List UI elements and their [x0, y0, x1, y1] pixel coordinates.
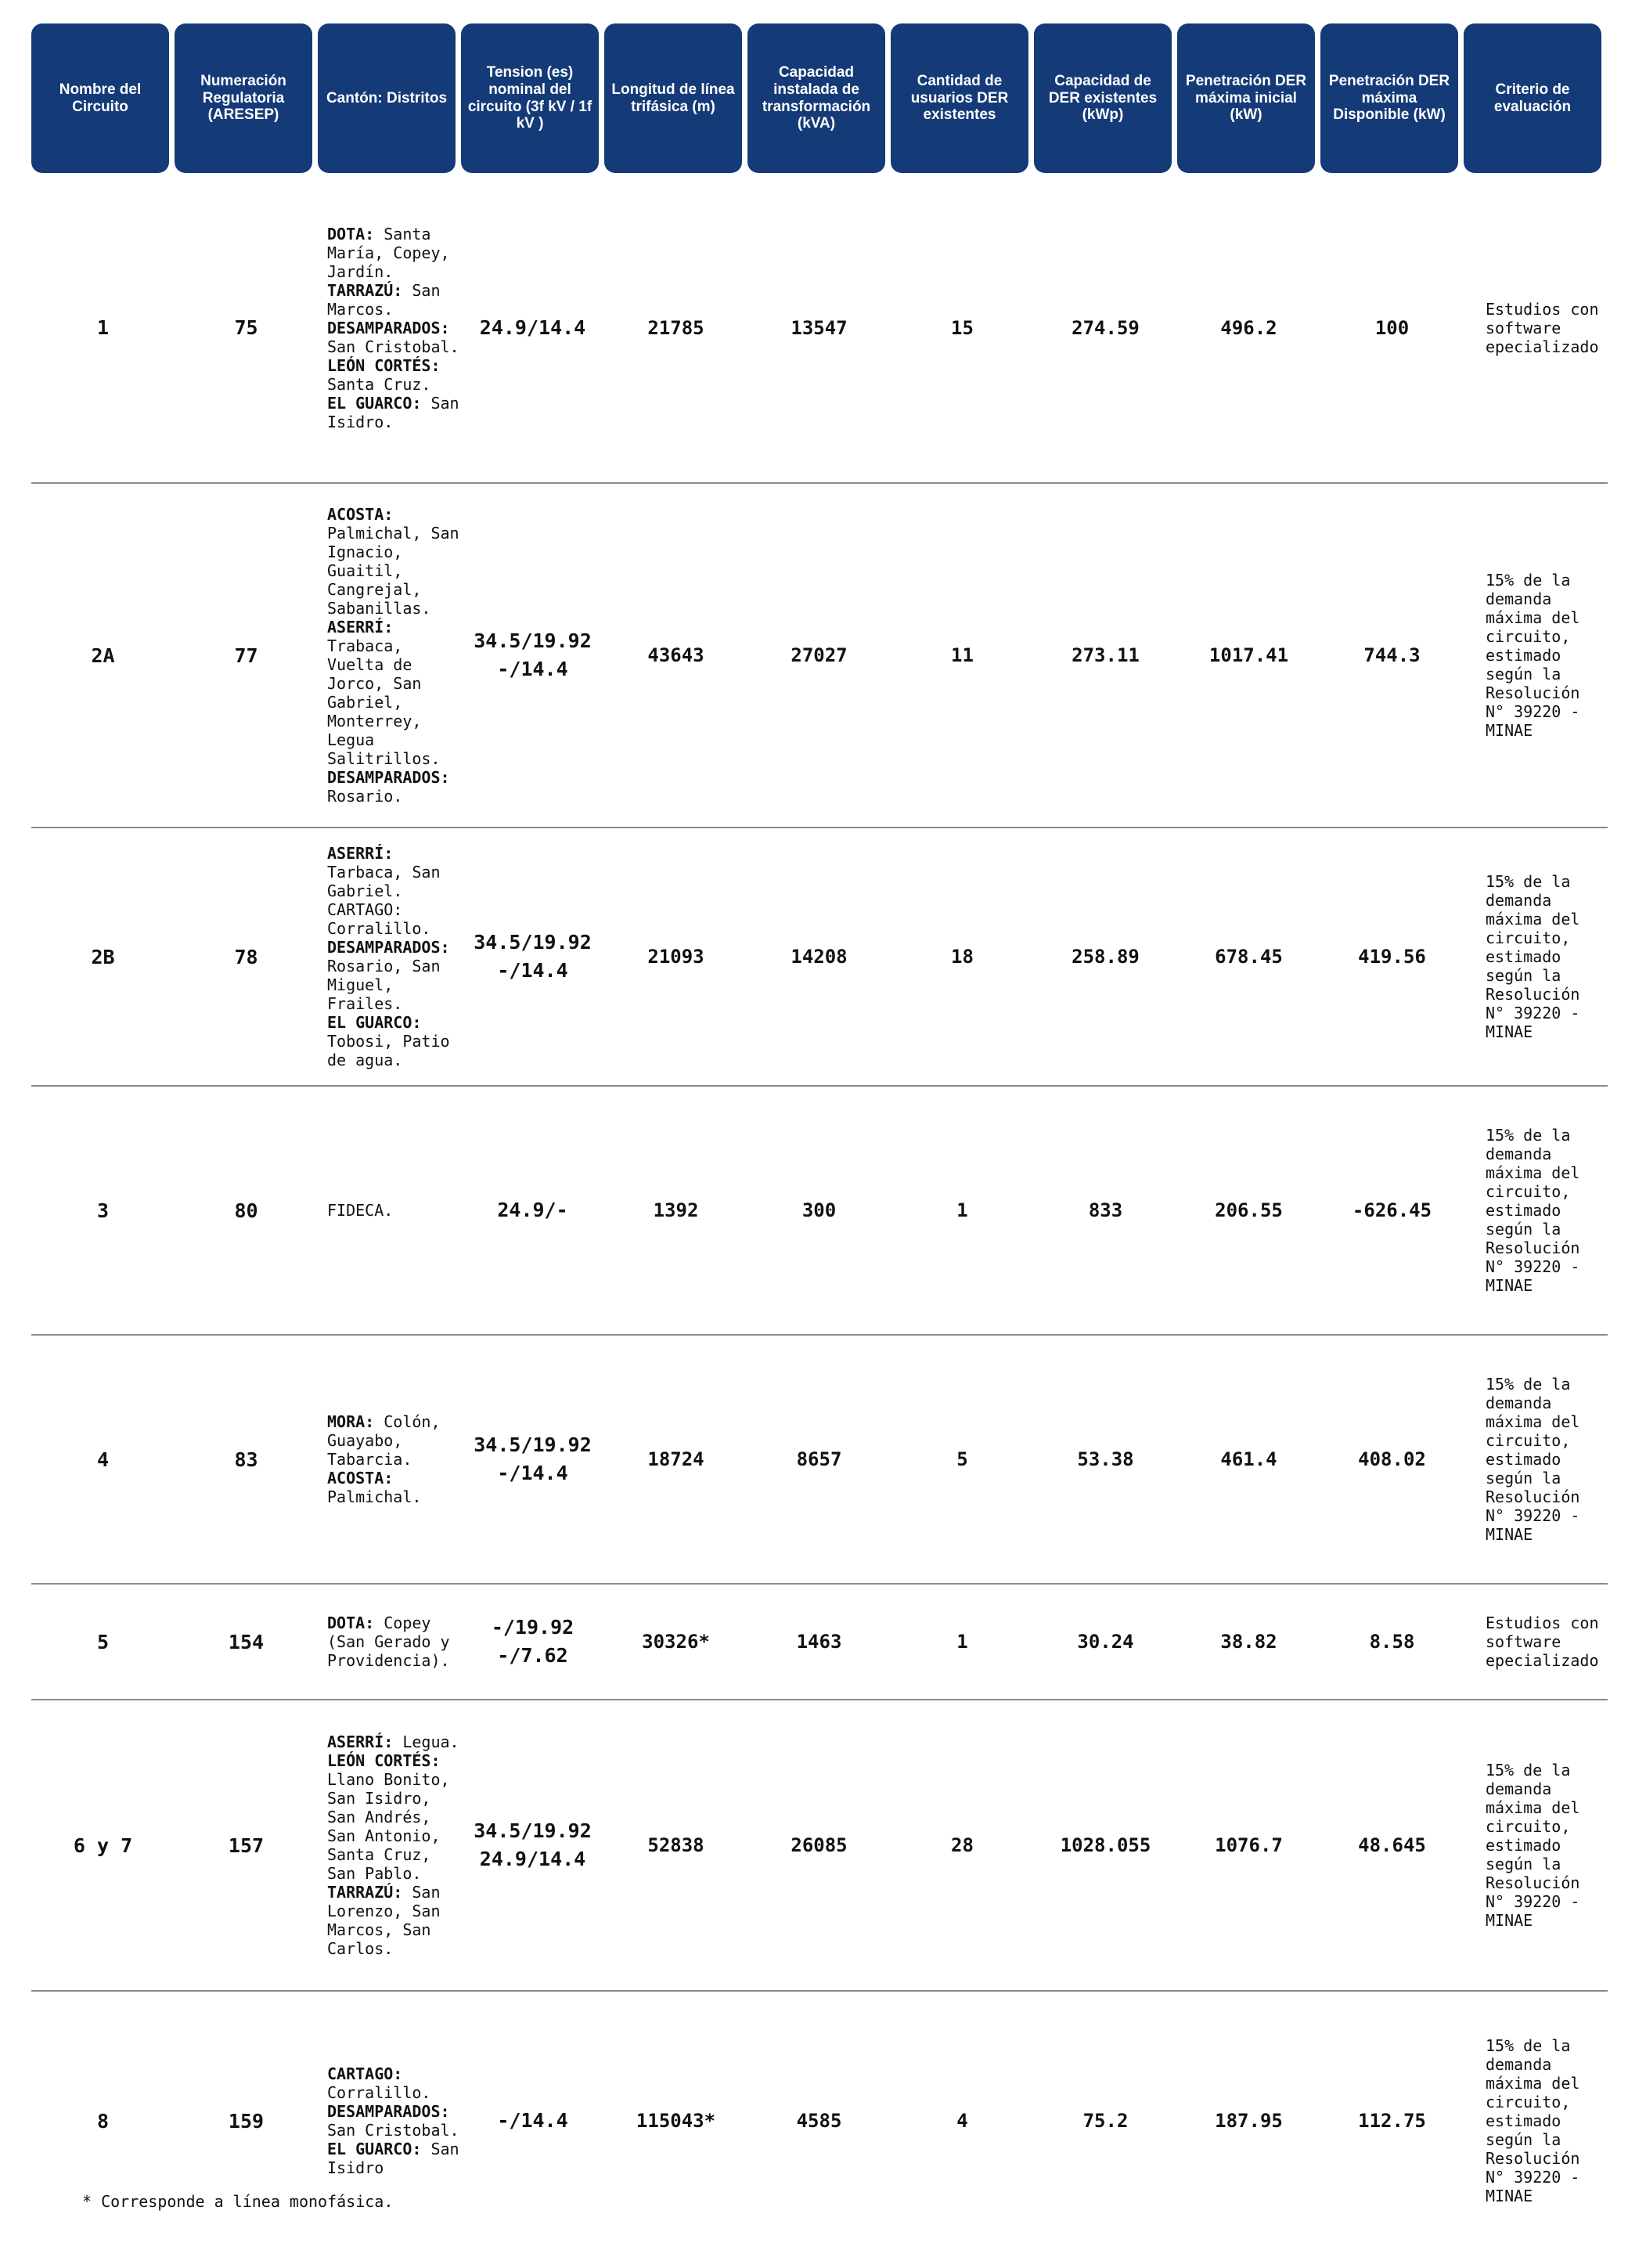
table-header	[31, 23, 1608, 173]
district-names: Tobosi, Patio de agua.	[327, 1032, 450, 1069]
der-penetration-initial: 496.2	[1220, 316, 1277, 339]
der-capacity: 30.24	[1077, 1631, 1134, 1653]
der-penetration-initial: 1017.41	[1208, 644, 1289, 666]
table-row	[31, 1087, 1608, 1336]
der-penetration-available: 419.56	[1358, 946, 1426, 968]
district-names: Colón, Guayabo, Tabarcia.	[327, 1412, 441, 1469]
district-names: Tarbaca, San Gabriel.	[327, 863, 441, 900]
der-penetration-available: 744.3	[1363, 644, 1421, 666]
district-names: San Cristobal.	[327, 337, 459, 356]
der-penetration-available: 8.58	[1369, 1631, 1415, 1653]
voltage-line: 34.5/19.92	[474, 931, 592, 954]
district-names: Santa Cruz.	[327, 374, 431, 394]
der-penetration-initial: 678.45	[1215, 946, 1283, 968]
header-installed-capacity: Capacidad instalada de transformación (kVA)	[747, 23, 885, 173]
canton-name: ACOSTA:	[327, 505, 394, 524]
line-length: 21785	[647, 316, 704, 339]
line-length: 30326*	[642, 1631, 710, 1653]
voltage-line: -/14.4	[497, 959, 568, 982]
line-length: 43643	[647, 644, 704, 666]
circuit-name: 3	[96, 1199, 110, 1222]
district-entry	[327, 2140, 461, 2177]
canton-name: ASERRÍ:	[327, 618, 394, 636]
district-names: Copey (San Gerado y Providencia).	[327, 1614, 450, 1670]
voltage-line: -/19.92	[491, 1616, 574, 1639]
canton-name: EL GUARCO:	[327, 1013, 422, 1032]
aresep-number: 75	[234, 316, 258, 339]
aresep-number: 154	[228, 1630, 265, 1653]
der-capacity: 53.38	[1077, 1448, 1134, 1470]
der-penetration-available: 100	[1374, 316, 1410, 339]
voltage-line: -/14.4	[497, 2109, 568, 2132]
table-row	[31, 1992, 1608, 2250]
header-der-capacity: Capacidad de DER existentes (kWp)	[1034, 23, 1172, 173]
der-users: 11	[951, 644, 974, 666]
der-capacity: 75.2	[1082, 2110, 1129, 2132]
table-row	[31, 828, 1608, 1087]
der-penetration-initial: 1076.7	[1215, 1834, 1283, 1856]
installed-capacity: 1463	[796, 1631, 842, 1653]
voltage-line: -/14.4	[497, 1462, 568, 1484]
canton-name: DOTA:	[327, 224, 375, 243]
district-entry	[327, 356, 461, 394]
district-names: Corralillo.	[327, 2083, 431, 2102]
canton-districts	[318, 1201, 461, 1220]
line-length: 52838	[647, 1834, 704, 1856]
district-entry	[327, 1733, 461, 1751]
der-users: 5	[956, 1448, 968, 1470]
district-names: San Marcos.	[327, 280, 441, 319]
district-names: Santa María, Copey, Jardín.	[327, 224, 450, 281]
aresep-number: 83	[234, 1448, 258, 1471]
district-names: San Isidro	[327, 2140, 459, 2177]
district-names: Trabaca, Vuelta de Jorco, San Gabriel, Monterrey, Legua Salitrillos.	[327, 636, 441, 768]
voltage-line: -/7.62	[497, 1644, 568, 1667]
canton-name: CARTAGO:	[327, 2064, 403, 2083]
district-names: Legua.	[393, 1733, 459, 1751]
canton-districts	[318, 225, 461, 431]
district-entry	[327, 1883, 461, 1958]
der-penetration-initial: 187.95	[1215, 2110, 1283, 2132]
voltage	[461, 1614, 604, 1670]
der-penetration-available: 112.75	[1358, 2110, 1426, 2132]
aresep-number: 80	[234, 1199, 258, 1222]
canton-districts	[318, 505, 461, 806]
district-entry	[327, 1201, 461, 1220]
canton-name: ASERRÍ:	[327, 844, 394, 863]
district-entry	[327, 844, 461, 900]
district-entry	[327, 618, 461, 768]
evaluation-criteria: 15% de la demanda máxima del circuito, estimado según la Resolución N° 39220 - MINAE	[1486, 1126, 1580, 1295]
installed-capacity: 8657	[796, 1448, 842, 1470]
aresep-number: 157	[228, 1834, 265, 1857]
circuit-table	[31, 23, 1608, 2250]
der-capacity: 273.11	[1072, 644, 1140, 666]
voltage-line: 24.9/-	[497, 1199, 568, 1221]
header-line-length: Longitud de línea trifásica (m)	[604, 23, 742, 173]
canton-districts	[318, 2064, 461, 2177]
footnote: * Corresponde a línea monofásica.	[82, 2192, 394, 2211]
district-entry	[327, 1013, 461, 1069]
district-entry	[327, 768, 461, 806]
der-capacity: 258.89	[1072, 946, 1140, 968]
der-penetration-available: 408.02	[1358, 1448, 1426, 1470]
voltage	[461, 2107, 604, 2135]
table-row	[31, 1336, 1608, 1585]
canton-name: LEÓN CORTÉS:	[327, 1751, 441, 1770]
voltage-line: 34.5/19.92	[474, 1433, 592, 1456]
der-users: 28	[951, 1834, 974, 1856]
table-row	[31, 484, 1608, 828]
district-entry	[327, 900, 461, 938]
district-entry	[327, 938, 461, 1013]
der-penetration-available: 48.645	[1358, 1834, 1426, 1856]
voltage	[461, 1431, 604, 1487]
district-entry	[327, 225, 461, 281]
canton-districts	[318, 1412, 461, 1506]
district-names: FIDECA.	[327, 1201, 394, 1220]
district-entry	[327, 281, 461, 319]
circuit-name: 2A	[91, 644, 115, 667]
district-entry	[327, 1469, 461, 1506]
aresep-number: 78	[234, 945, 258, 968]
canton-name: DESAMPARADOS:	[327, 768, 450, 787]
evaluation-criteria: Estudios con software epecializado	[1486, 1614, 1599, 1670]
voltage	[461, 314, 604, 342]
voltage-line: 24.9/14.4	[479, 316, 586, 339]
voltage	[461, 627, 604, 683]
der-users: 1	[956, 1631, 968, 1653]
voltage-line: 34.5/19.92	[474, 1819, 592, 1842]
district-names: Rosario.	[327, 787, 403, 806]
canton-name: DESAMPARADOS:	[327, 2102, 450, 2121]
canton-name: TARRAZÚ:	[327, 280, 403, 300]
installed-capacity: 27027	[791, 644, 848, 666]
district-entry	[327, 1412, 461, 1469]
voltage	[461, 928, 604, 985]
district-entry	[327, 394, 461, 431]
district-names: Rosario, San Miguel, Frailes.	[327, 957, 441, 1013]
der-penetration-initial: 38.82	[1220, 1631, 1277, 1653]
header-voltage: Tension (es) nominal del circuito (3f kV / 1f kV )	[461, 23, 599, 173]
canton-name: ASERRÍ:	[327, 1733, 394, 1751]
line-length: 21093	[647, 946, 704, 968]
district-entry	[327, 2102, 461, 2140]
der-users: 18	[951, 946, 974, 968]
voltage-line: -/14.4	[497, 658, 568, 680]
evaluation-criteria: 15% de la demanda máxima del circuito, estimado según la Resolución N° 39220 - MINAE	[1486, 2036, 1580, 2205]
voltage-line: 24.9/14.4	[479, 1848, 586, 1870]
district-entry	[327, 505, 461, 618]
circuit-name: 1	[96, 316, 110, 339]
table-row	[31, 1700, 1608, 1992]
der-users: 15	[951, 316, 974, 339]
canton-name: ACOSTA:	[327, 1469, 394, 1487]
circuit-name: 2B	[91, 945, 115, 968]
header-der-penetration-available: Penetración DER máxima Disponible (kW)	[1320, 23, 1458, 173]
district-names: Palmichal.	[327, 1487, 422, 1506]
canton-name: DESAMPARADOS:	[327, 938, 450, 957]
canton-name: EL GUARCO:	[327, 2140, 422, 2158]
header-der-users: Cantidad de usuarios DER existentes	[891, 23, 1028, 173]
der-capacity: 274.59	[1072, 316, 1140, 339]
table-row	[31, 173, 1608, 484]
district-names: San Cristobal.	[327, 2121, 459, 2140]
circuit-name: 6 y 7	[73, 1834, 133, 1857]
district-names: Palmichal, San Ignacio, Guaitil, Cangrejal, Sabanillas.	[327, 524, 459, 618]
circuit-name: 5	[96, 1630, 110, 1653]
installed-capacity: 4585	[796, 2110, 842, 2132]
header-evaluation-criteria: Criterio de evaluación	[1464, 23, 1601, 173]
line-length: 115043*	[636, 2110, 716, 2132]
der-penetration-initial: 461.4	[1220, 1448, 1277, 1470]
installed-capacity: 300	[801, 1199, 837, 1221]
aresep-number: 77	[234, 644, 258, 667]
line-length: 1392	[653, 1199, 699, 1221]
district-names: San Isidro.	[327, 393, 459, 431]
header-der-penetration-initial: Penetración DER máxima inicial (kW)	[1177, 23, 1315, 173]
canton-name: DESAMPARADOS:	[327, 318, 450, 337]
canton-name: MORA:	[327, 1412, 375, 1431]
der-users: 4	[956, 2110, 968, 2132]
der-penetration-initial: 206.55	[1215, 1199, 1283, 1221]
evaluation-criteria: Estudios con software epecializado	[1486, 299, 1599, 356]
canton-districts	[318, 1614, 461, 1670]
evaluation-criteria: 15% de la demanda máxima del circuito, estimado según la Resolución N° 39220 - MINAE	[1486, 1375, 1580, 1544]
canton-districts	[318, 844, 461, 1069]
der-penetration-available: -626.45	[1352, 1199, 1432, 1221]
installed-capacity: 26085	[791, 1834, 848, 1856]
canton-name: TARRAZÚ:	[327, 1883, 403, 1902]
circuit-name: 8	[96, 2109, 110, 2133]
circuit-name: 4	[96, 1448, 110, 1471]
table-body	[31, 173, 1608, 2250]
table-row	[31, 1585, 1608, 1700]
installed-capacity: 14208	[791, 946, 848, 968]
district-names: San Lorenzo, San Marcos, San Carlos.	[327, 1883, 441, 1958]
canton-name: DOTA:	[327, 1614, 375, 1632]
evaluation-criteria: 15% de la demanda máxima del circuito, estimado según la Resolución N° 39220 - MINAE	[1486, 872, 1580, 1041]
header-circuit-name: Nombre del Circuito	[31, 23, 169, 173]
evaluation-criteria: 15% de la demanda máxima del circuito, estimado según la Resolución N° 39220 - MINAE	[1486, 571, 1580, 740]
evaluation-criteria: 15% de la demanda máxima del circuito, estimado según la Resolución N° 39220 - MINAE	[1486, 1761, 1580, 1930]
voltage-line: 34.5/19.92	[474, 629, 592, 652]
canton-districts	[318, 1733, 461, 1958]
line-length: 18724	[647, 1448, 704, 1470]
district-entry	[327, 1751, 461, 1883]
voltage	[461, 1196, 604, 1224]
der-capacity: 1028.055	[1060, 1834, 1151, 1856]
der-users: 1	[956, 1199, 968, 1221]
voltage	[461, 1817, 604, 1873]
canton-name: LEÓN CORTÉS:	[327, 355, 441, 375]
header-canton-districts: Cantón: Distritos	[318, 23, 456, 173]
district-entry	[327, 1614, 461, 1670]
district-names: CARTAGO: Corralillo.	[327, 900, 431, 938]
installed-capacity: 13547	[791, 316, 848, 339]
canton-name: EL GUARCO:	[327, 393, 422, 413]
header-aresep-number: Numeración Regulatoria (ARESEP)	[175, 23, 312, 173]
district-entry	[327, 319, 461, 356]
district-entry	[327, 2064, 461, 2102]
der-capacity: 833	[1088, 1199, 1123, 1221]
aresep-number: 159	[228, 2109, 265, 2133]
district-names: Llano Bonito, San Isidro, San Andrés, San Antonio, Santa Cruz, San Pablo.	[327, 1770, 450, 1883]
